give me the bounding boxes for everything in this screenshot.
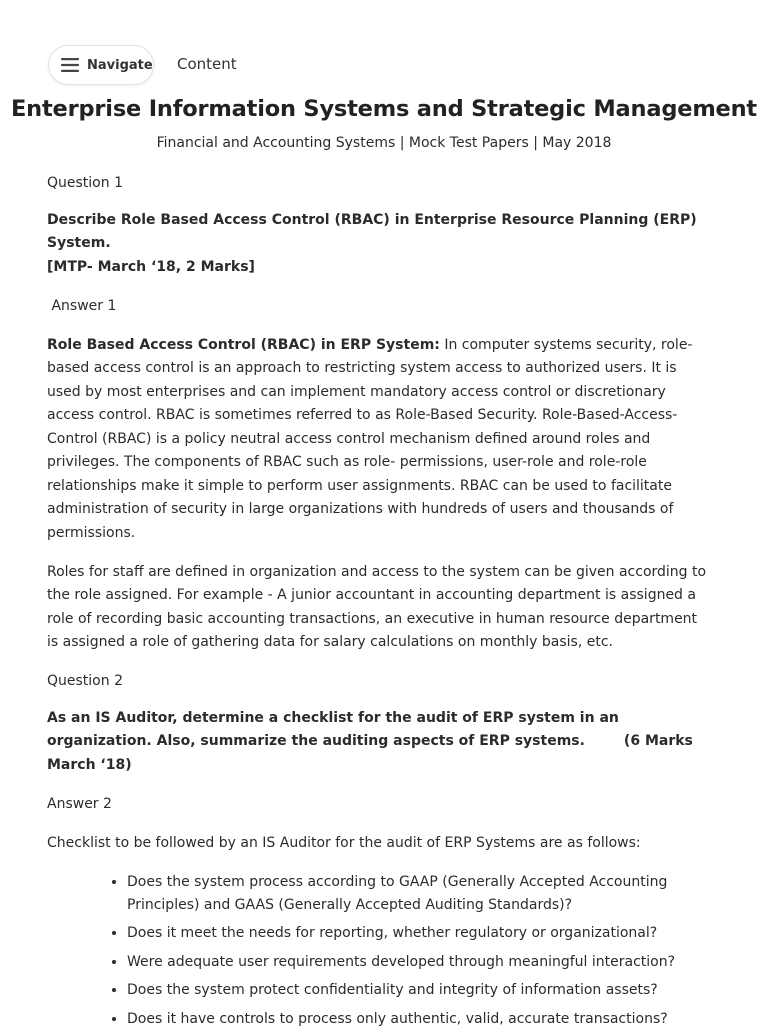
question-2-text: As an IS Auditor, determine a checklist for the audit of ERP system in an organization. Also, summarize the auditing aspects of ERP systems. (6 Marks March ‘18): [47, 709, 693, 773]
checklist-item: • Were adequate user requirements developed through meaningful interaction?: [127, 951, 712, 974]
answer-1-body: In computer systems security, role-based access control is an approach to restricting system access to authorized users. It is used by most enterprises and can implement mandatory access control or discretionary access control. RBAC is sometimes referred to as Role-Based Security. Role-Based-Access-Control (RBAC) is a policy neutral access control mechanism defined around roles and privileges. The components of RBAC such as role- permissions, user-role and role-role relationships make it simple to perform user assignments. RBAC can be used to facilitate administration of security in large organizations with hundreds of users and thousands of permissions.: [47, 336, 693, 541]
question-1-text: [47, 209, 712, 280]
question-1-label: Question 1: [47, 175, 123, 191]
checklist-item: • Does it meet the needs for reporting, whether regulatory or organizational?: [127, 922, 712, 945]
hamburger-menu-icon: [61, 58, 79, 72]
checklist-item: • Does the system process according to GAAP (Generally Accepted Accounting Principles) and GAAS (Generally Accepted Auditing Standards)?: [127, 871, 712, 917]
top-bar: [0, 0, 768, 88]
answer-1-label: Answer 1: [47, 297, 117, 314]
navigate-button[interactable]: [48, 45, 154, 85]
question-1-line-2: [MTP- March ‘18, 2 Marks]: [47, 258, 255, 275]
answer-2-label: Answer 2: [47, 795, 112, 812]
navigate-label: Navigate: [87, 57, 153, 73]
answer-1-paragraph-2: Roles for staff are defined in organization and access to the system can be given according to the role assigned. For example - A junior accountant in accounting department is assigned a role of recording basic accounting transactions, an executive in human resource department is assigned a role of gathering data for salary calculations on monthly basis, etc.: [47, 563, 707, 650]
article-body: [47, 172, 712, 1036]
page-title: Enterprise Information Systems and Strategic Management: [11, 96, 757, 122]
answer-1-lead: Role Based Access Control (RBAC) in ERP System:: [47, 336, 440, 353]
content-link[interactable]: Content: [177, 55, 237, 73]
question-1-line-1: Describe Role Based Access Control (RBAC) in Enterprise Resource Planning (ERP) System.: [47, 211, 697, 251]
page-subtitle: Financial and Accounting Systems | Mock Test Papers | May 2018: [156, 135, 612, 151]
question-2-label: Question 2: [47, 673, 123, 689]
checklist-item: • Does it have controls to process only authentic, valid, accurate transactions?: [127, 1008, 712, 1031]
answer-2-intro: Checklist to be followed by an IS Auditor for the audit of ERP Systems are as follows:: [47, 834, 641, 851]
answer-1-paragraph-1: [47, 334, 712, 546]
checklist-item: • Does the system protect confidentiality and integrity of information assets?: [127, 979, 712, 1002]
audit-checklist: [47, 871, 712, 1031]
